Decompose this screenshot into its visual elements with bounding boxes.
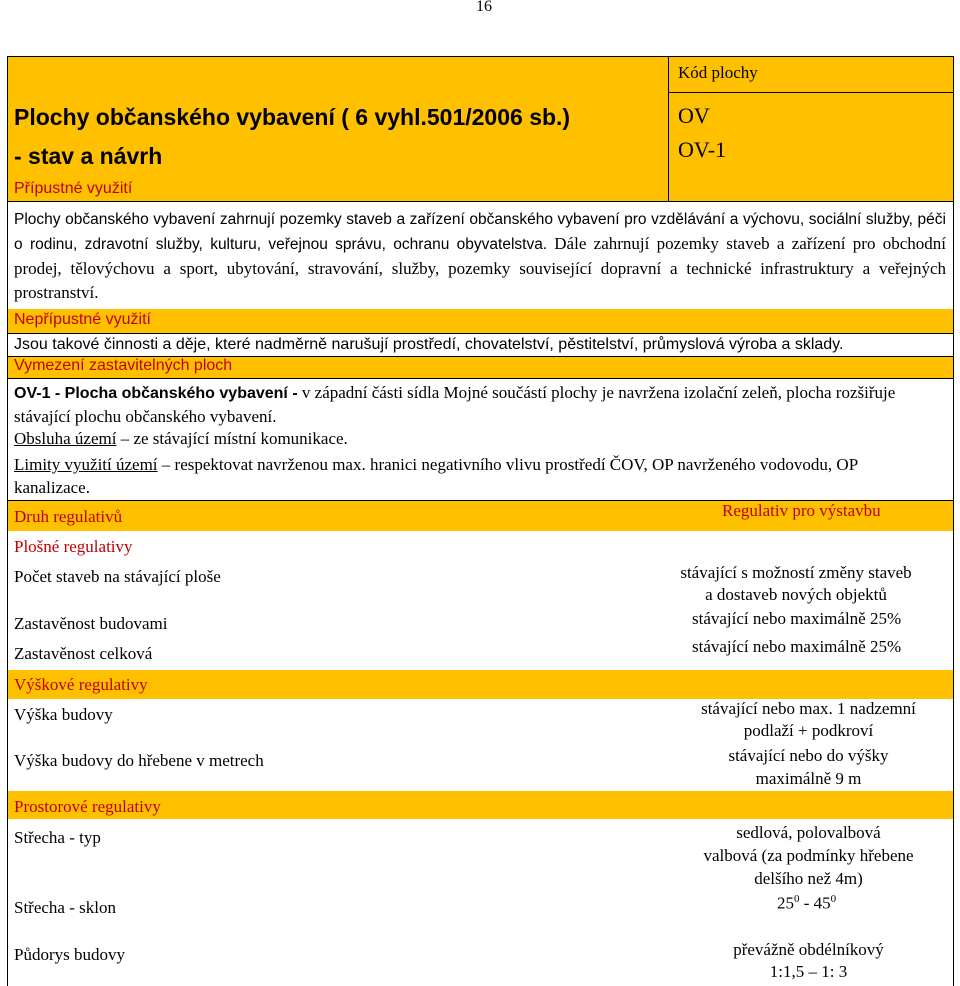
row-value-line: stávající s možností změny staveb — [680, 563, 912, 582]
spatial-regulations-heading: Prostorové regulativy — [14, 797, 161, 816]
row-value-line: podlaží + podkroví — [743, 721, 874, 740]
definition-heading: Vymezení zastavitelných ploch — [14, 357, 233, 374]
row-value — [661, 562, 931, 606]
section-subtitle: - stav a návrh — [14, 143, 163, 169]
permitted-heading: Přípustné využití — [14, 180, 133, 197]
divider — [668, 56, 669, 201]
divider — [7, 333, 953, 334]
roof-slope-value — [777, 893, 836, 914]
regulation-type-heading: Druh regulativů — [14, 507, 123, 526]
area-subcode: OV-1 — [678, 137, 727, 162]
row-label: Střecha - typ — [14, 828, 101, 847]
area-text: v západní části sídla Mojné součástí plochy je navržena izolační zeleň, plocha rozšiřuje stávající plochu občanského vybavení. — [14, 383, 896, 426]
service-label: Obsluha území — [14, 429, 117, 448]
row-value — [676, 939, 941, 983]
row-value-line: maximálně 9 m — [755, 769, 862, 788]
height-regulations-heading: Výškové regulativy — [14, 675, 148, 694]
divider — [668, 92, 953, 93]
divider — [7, 378, 953, 379]
row-label: Počet staveb na stávající ploše — [14, 567, 221, 586]
plane-regulations-heading: Plošné regulativy — [14, 537, 133, 556]
row-value — [676, 821, 941, 890]
service-line — [14, 429, 348, 449]
row-value: stávající nebo maximálně 25% — [692, 609, 902, 628]
row-value-line: sedlová, polovalbová — [736, 823, 881, 842]
row-label: Výška budovy — [14, 705, 113, 724]
slope-min: 25 — [777, 893, 794, 913]
permitted-text-a: Plochy občanského vybavení zahrnují pozemky staveb a zařízení občanského vybavení pro vzdělávání a výchovu, sociální služby, péči o rodinu, zdravotní služby, kulturu, veřejnou správu, ochranu obyvatelstva. — [14, 211, 946, 253]
permitted-text — [14, 207, 946, 305]
section-title: Plochy občanského vybavení ( 6 vyhl.501/2006 sb.) — [14, 104, 571, 130]
row-value — [676, 698, 941, 742]
page-number: 16 — [476, 0, 492, 15]
row-value-line: delšího než 4m) — [754, 869, 863, 888]
row-value — [676, 744, 941, 790]
row-label: Zastavěnost budovami — [14, 614, 168, 633]
row-value-line: 1:1,5 – 1: 3 — [769, 962, 848, 981]
row-value-line: valbová (za podmínky hřebene — [703, 846, 914, 865]
limits-label: Limity využití území — [14, 455, 158, 474]
area-code: OV — [678, 103, 710, 128]
row-value: stávající nebo maximálně 25% — [692, 637, 902, 656]
limits-line — [14, 453, 894, 499]
code-label: Kód plochy — [678, 63, 758, 82]
degree-sup: 0 — [830, 893, 837, 905]
row-label: Zastavěnost celková — [14, 644, 153, 663]
row-value-line: převážně obdélníkový — [733, 940, 884, 959]
row-value-line: stávající nebo do výšky — [728, 746, 889, 765]
forbidden-heading: Nepřípustné využití — [14, 311, 151, 328]
regulation-build-heading: Regulativ pro výstavbu — [722, 501, 881, 520]
row-label: Střecha - sklon — [14, 898, 116, 917]
row-label: Výška budovy do hřebene v metrech — [14, 751, 264, 770]
slope-max: - 45 — [799, 893, 831, 913]
degree-sup: 0 — [794, 893, 800, 905]
row-value-line: a dostaveb nových objektů — [705, 585, 887, 604]
row-label: Půdorys budovy — [14, 945, 125, 964]
limits-text: – respektovat navrženou max. hranici negativního vlivu prostředí ČOV, OP navrženého vodovodu, OP kanalizace. — [14, 455, 858, 497]
forbidden-text: Jsou takové činnosti a děje, které nadměrně narušují prostředí, chovatelství, pěstitelství, průmyslová výroba a sklady. — [14, 336, 844, 353]
area-name: OV-1 - Plocha občanského vybavení - — [14, 385, 298, 402]
permitted-text-b: Dále zahrnují pozemky staveb a zařízení pro obchodní prodej, tělovýchovu a sport, ubytování, stravování, služby, pozemky související dopravní a technické infrastruktury a veřejných prostranství. — [14, 234, 947, 302]
area-description — [14, 381, 946, 428]
divider — [7, 201, 953, 202]
service-text: – ze stávající místní komunikace. — [116, 429, 348, 448]
row-value-line: stávající nebo max. 1 nadzemní — [701, 699, 916, 718]
